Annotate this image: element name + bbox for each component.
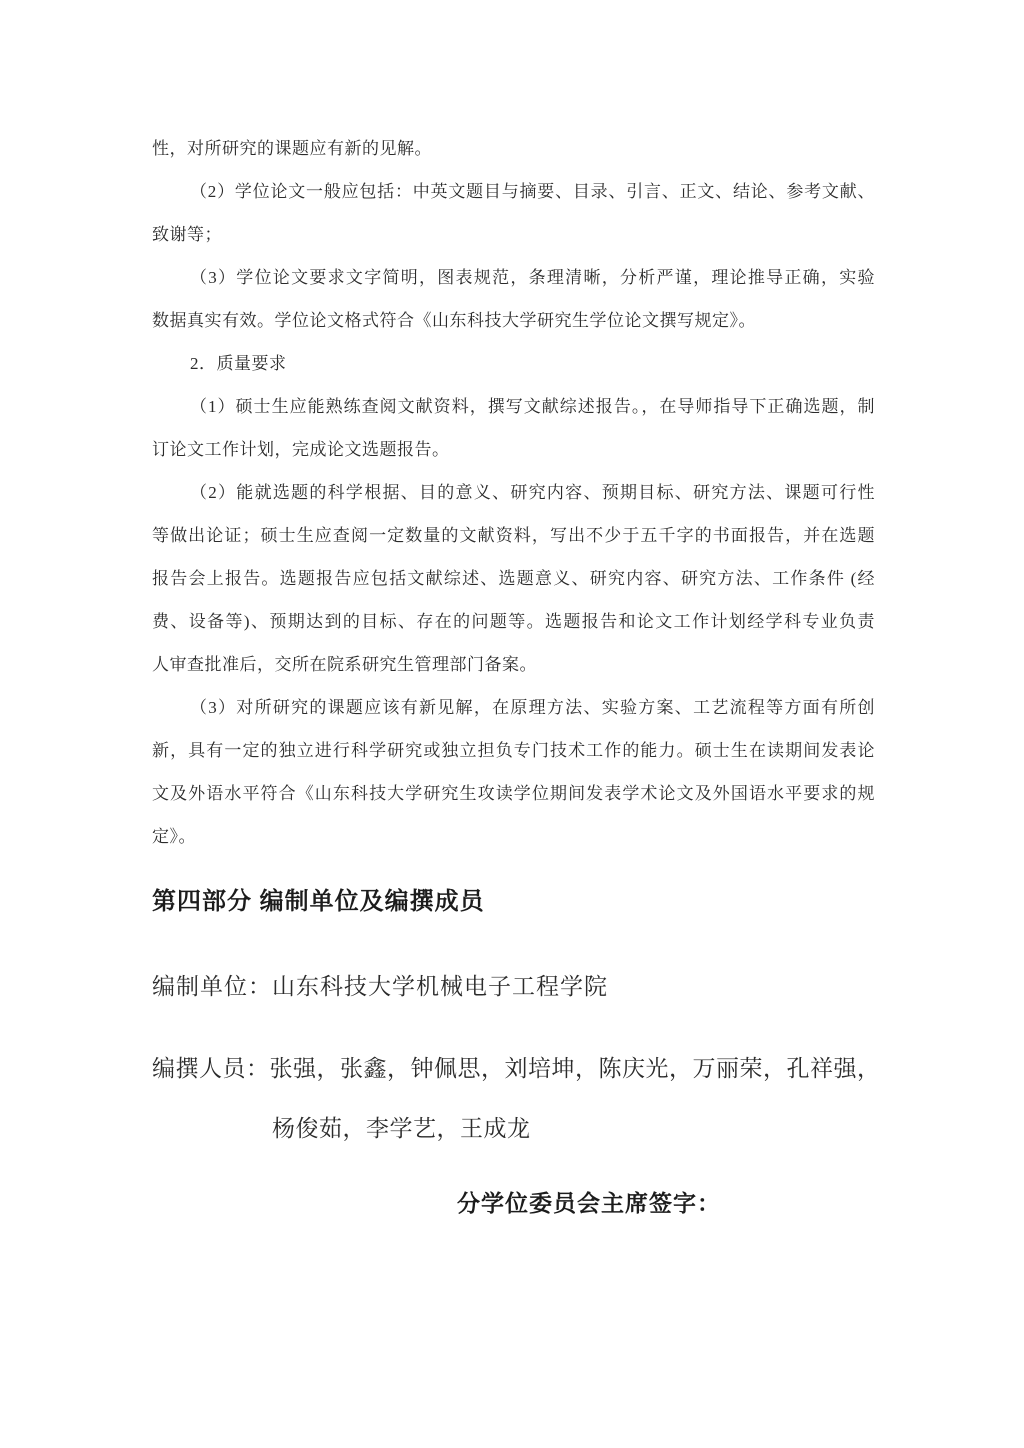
authors-line-1: 编撰人员：张强，张鑫，钟佩思，刘培坤，陈庆光，万丽荣，孔祥强， xyxy=(152,1056,881,1081)
body-text-line: （2）学位论文一般应包括：中英文题目与摘要、目录、引言、正文、结论、参考文献、 xyxy=(190,182,875,201)
compiling-unit-line: 编制单位：山东科技大学机械电子工程学院 xyxy=(152,974,608,999)
body-text-line: 性，对所研究的课题应有新的见解。 xyxy=(152,139,432,158)
body-text-line: （2）能就选题的科学根据、目的意义、研究内容、预期目标、研究方法、课题可行性 xyxy=(190,483,875,502)
body-text-line: 致谢等； xyxy=(152,225,222,244)
body-text-line: 新，具有一定的独立进行科学研究或独立担负专门技术工作的能力。硕士生在读期间发表论 xyxy=(152,741,875,760)
body-text-line: 2．质量要求 xyxy=(190,354,287,373)
authors-line-2: 杨俊茹，李学艺，王成龙 xyxy=(272,1116,531,1141)
body-text-line: 人审查批准后，交所在院系研究生管理部门备案。 xyxy=(152,655,537,674)
body-text-line: 费、设备等)、预期达到的目标、存在的问题等。选题报告和论文工作计划经学科专业负责 xyxy=(152,612,875,631)
body-text-line: （3）对所研究的课题应该有新见解，在原理方法、实验方案、工艺流程等方面有所创 xyxy=(190,698,875,717)
body-text-line: （3）学位论文要求文字简明，图表规范，条理清晰，分析严谨，理论推导正确，实验 xyxy=(190,268,875,287)
body-text-block xyxy=(152,127,875,858)
section-heading: 第四部分 编制单位及编撰成员 xyxy=(152,888,485,915)
body-text-line: （1）硕士生应能熟练查阅文献资料，撰写文献综述报告。，在导师指导下正确选题，制 xyxy=(190,397,875,416)
authors-block xyxy=(152,1039,897,1159)
signature-label: 分学位委员会主席签字： xyxy=(457,1191,721,1216)
body-text-line: 等做出论证；硕士生应查阅一定数量的文献资料，写出不少于五千字的书面报告，并在选题 xyxy=(152,526,875,545)
body-text-line: 定》。 xyxy=(152,827,196,846)
body-text-line: 文及外语水平符合《山东科技大学研究生攻读学位期间发表学术论文及外国语水平要求的规 xyxy=(152,784,875,803)
body-text-line: 报告会上报告。选题报告应包括文献综述、选题意义、研究内容、研究方法、工作条件 (经 xyxy=(152,569,875,588)
body-text-line: 订论文工作计划，完成论文选题报告。 xyxy=(152,440,450,459)
body-text-line: 数据真实有效。学位论文格式符合《山东科技大学研究生学位论文撰写规定》。 xyxy=(152,311,756,330)
